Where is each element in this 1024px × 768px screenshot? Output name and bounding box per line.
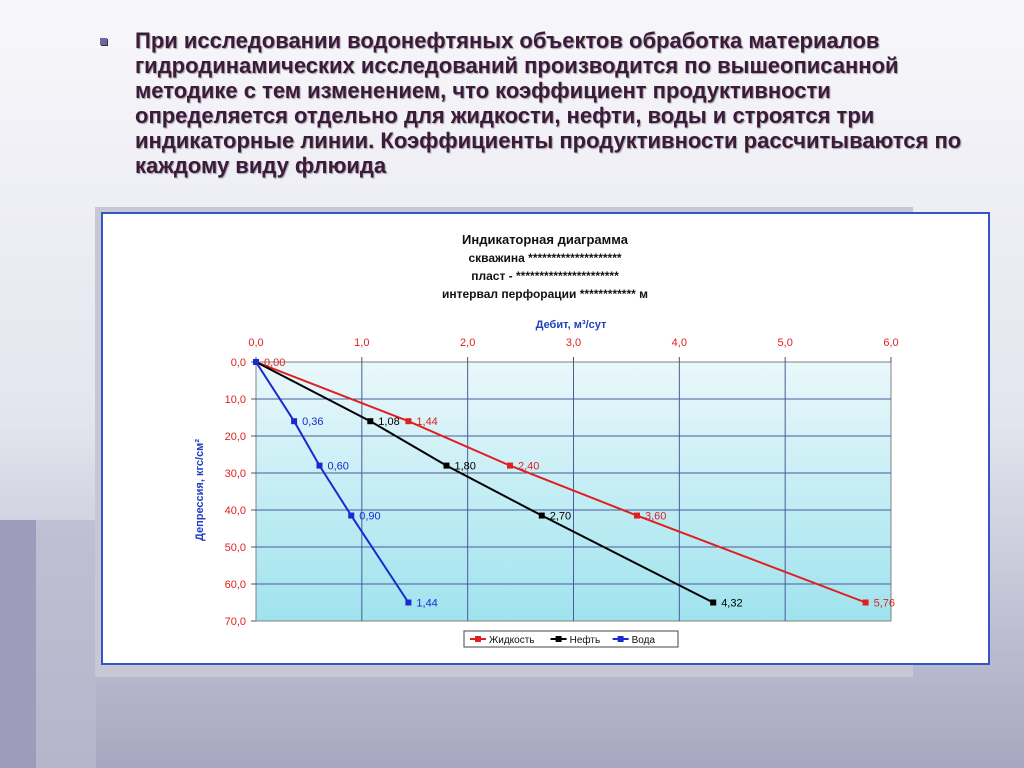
x-tick-label: 3,0 bbox=[565, 337, 582, 349]
data-label: 5,76 bbox=[873, 597, 896, 610]
chart-title-line: пласт - ********************** bbox=[471, 269, 619, 283]
y-tick-label: 70,0 bbox=[224, 616, 246, 628]
background-stripe bbox=[0, 520, 36, 768]
data-point bbox=[405, 418, 411, 424]
data-point bbox=[253, 359, 259, 365]
data-point bbox=[634, 513, 640, 519]
legend-label: Жидкость bbox=[489, 635, 535, 646]
x-axis-title: Дебит, м³/сут bbox=[535, 319, 607, 331]
chart-title-line: скважина ******************** bbox=[468, 251, 622, 265]
y-tick-label: 40,0 bbox=[224, 505, 246, 517]
data-point bbox=[539, 513, 545, 519]
data-point bbox=[405, 600, 411, 606]
x-tick-label: 4,0 bbox=[671, 337, 687, 349]
data-label: 0,36 bbox=[302, 416, 324, 429]
data-label: 1,80 bbox=[454, 460, 476, 473]
y-tick-label: 30,0 bbox=[224, 468, 246, 480]
x-tick-label: 0,0 bbox=[248, 337, 264, 349]
data-point bbox=[367, 418, 373, 424]
slide-text-block bbox=[100, 28, 980, 178]
legend-label: Нефть bbox=[569, 635, 601, 646]
data-label: 0,00 bbox=[264, 357, 286, 369]
legend bbox=[464, 631, 678, 647]
data-label: 1,08 bbox=[378, 416, 400, 429]
y-tick-label: 50,0 bbox=[224, 542, 246, 554]
legend-label: Вода bbox=[631, 635, 656, 646]
data-label: 1,44 bbox=[416, 597, 438, 610]
y-axis-ticks bbox=[225, 357, 256, 628]
y-tick-label: 10,0 bbox=[224, 394, 246, 406]
data-point bbox=[507, 463, 513, 469]
x-tick-label: 6,0 bbox=[883, 337, 899, 349]
y-axis-title: Депрессия, кгс/см² bbox=[194, 439, 206, 541]
data-label: 1,44 bbox=[416, 416, 438, 429]
x-axis-ticks bbox=[248, 337, 898, 362]
data-point bbox=[291, 418, 297, 424]
data-point bbox=[710, 600, 716, 606]
data-label: 0,90 bbox=[359, 510, 381, 523]
x-tick-label: 1,0 bbox=[354, 337, 370, 349]
slide-paragraph: При исследовании водонефтяных объектов обработка материалов гидродинамических исследований производится по вышеописанной методике с тем изменением, что коэффициент продуктивности определяется отдельно для жидкости, нефти, воды и строятся три индикаторные линии. Коэффициенты продуктивности рассчитываются по каждому виду флюида bbox=[135, 28, 962, 178]
data-label: 2,40 bbox=[518, 460, 540, 473]
data-label: 3,60 bbox=[645, 510, 667, 523]
data-point bbox=[444, 463, 450, 469]
legend-swatch-marker bbox=[475, 636, 481, 642]
legend-swatch-marker bbox=[618, 636, 624, 642]
y-tick-label: 0,0 bbox=[230, 357, 246, 369]
data-point bbox=[317, 463, 323, 469]
x-tick-label: 5,0 bbox=[777, 337, 793, 349]
x-tick-label: 2,0 bbox=[460, 337, 476, 349]
data-label: 2,70 bbox=[549, 510, 572, 523]
bullet-icon bbox=[100, 38, 107, 45]
data-label: 4,32 bbox=[721, 597, 743, 610]
chart-title-line: Индикаторная диаграмма bbox=[462, 232, 628, 247]
background-stripe-secondary bbox=[36, 520, 96, 768]
data-point bbox=[863, 600, 869, 606]
legend-swatch-marker bbox=[556, 636, 562, 642]
chart-frame bbox=[101, 212, 990, 665]
chart-title bbox=[442, 232, 648, 301]
chart-title-line: интервал перфорации ************ м bbox=[442, 287, 648, 301]
indicator-chart bbox=[103, 214, 988, 663]
y-tick-label: 20,0 bbox=[224, 431, 246, 443]
data-point bbox=[348, 513, 354, 519]
y-tick-label: 60,0 bbox=[224, 579, 246, 591]
data-label: 0,60 bbox=[327, 460, 349, 473]
